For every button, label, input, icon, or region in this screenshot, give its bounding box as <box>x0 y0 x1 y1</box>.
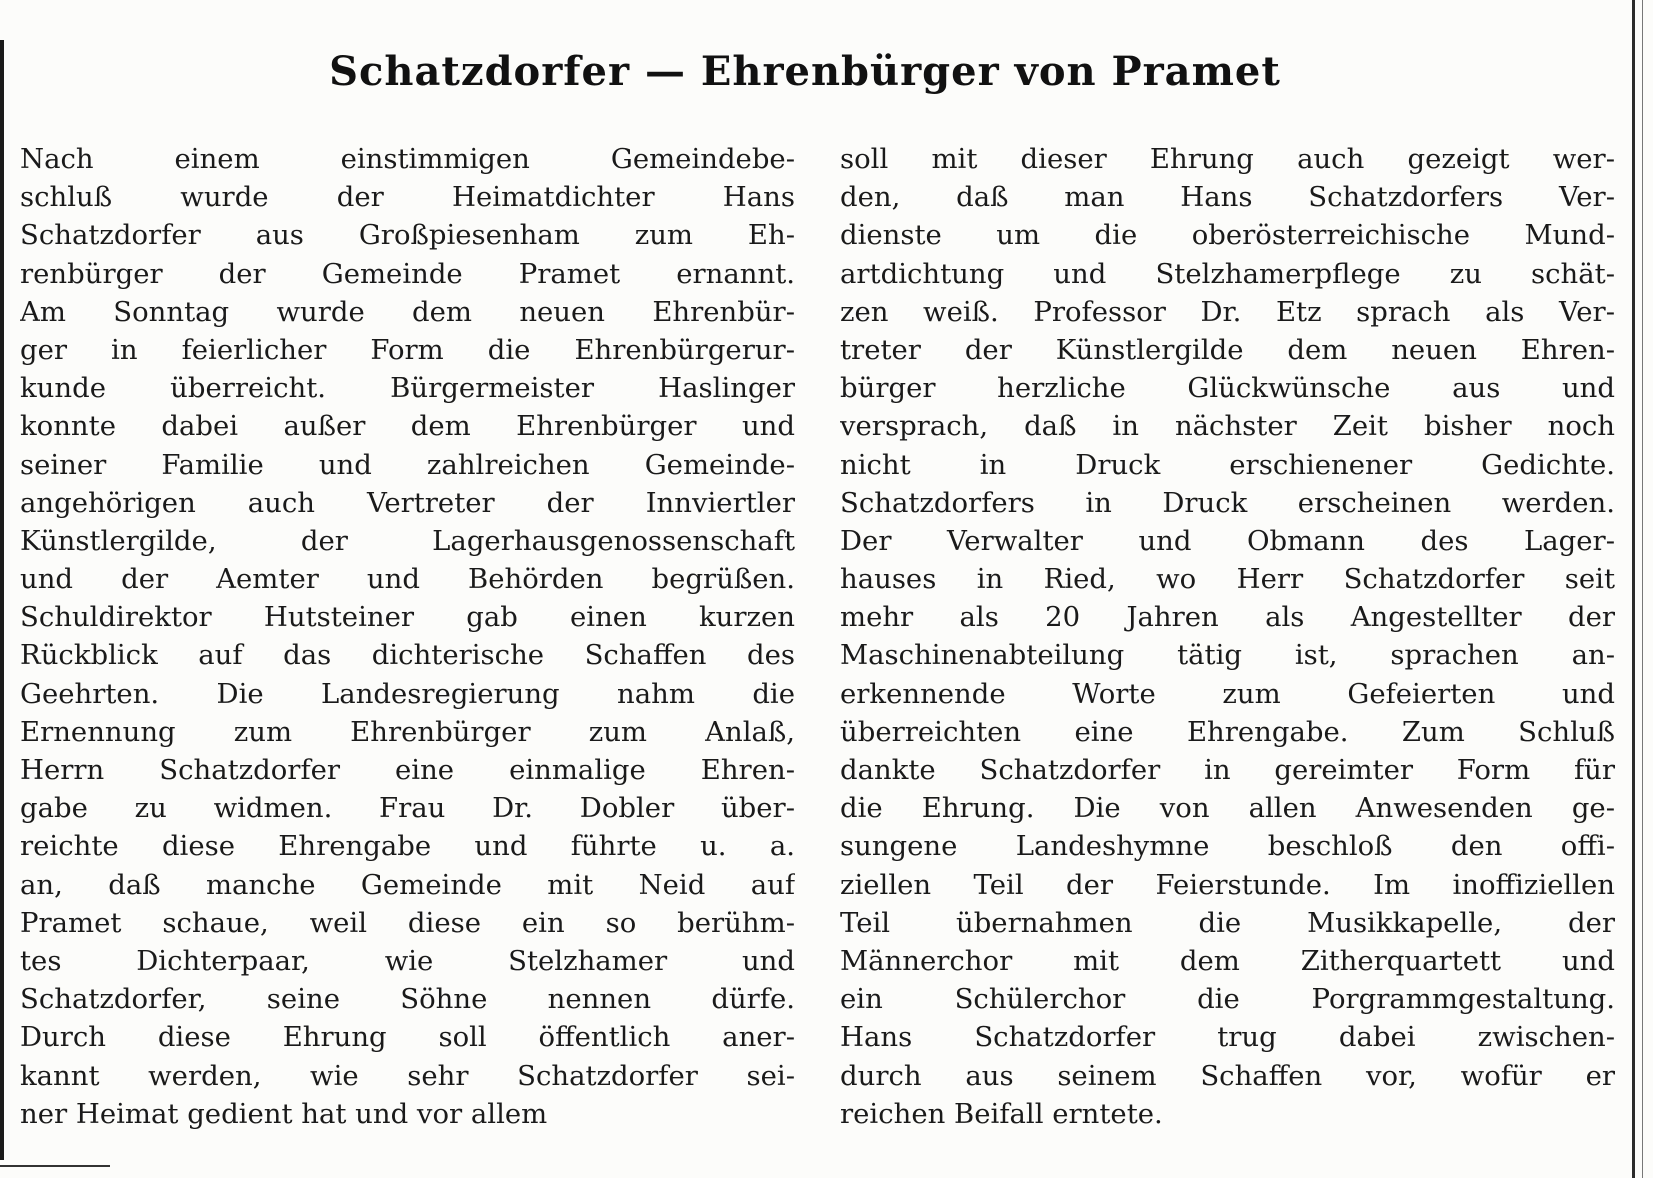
article-left-column <box>20 140 795 1133</box>
article-text-line: Maschinenabteilung tätig ist, sprachen an- <box>840 639 1615 672</box>
article-text-line: Nach einem einstimmigen Gemeindebe- <box>20 143 795 175</box>
article-text-line: Männerchor mit dem Zitherquartett und <box>840 944 1615 977</box>
article-text-line: artdichtung und Stelzhamerpflege zu schät- <box>840 257 1615 290</box>
article-text-line: ein Schülerchor die Porgrammgestaltung. <box>840 983 1615 1016</box>
article-text-line: Künstlergilde, der Lagerhausgenossenschaft <box>20 524 795 557</box>
article-text-line: tes Dichterpaar, wie Stelzhamer und <box>20 944 795 977</box>
article-text-line: Pramet schaue, weil diese ein so berühm- <box>20 906 795 939</box>
article-text-line: ner Heimat gedient hat und vor allem <box>20 1097 548 1130</box>
article-text-line: ziellen Teil der Feierstunde. Im inoffiziellen <box>840 868 1615 901</box>
article-text-line: Teil übernahmen die Musikkapelle, der <box>840 906 1615 939</box>
article-text-line: versprach, daß in nächster Zeit bisher noch <box>840 410 1615 443</box>
article-text-line: kannt werden, wie sehr Schatzdorfer sei- <box>20 1059 795 1092</box>
article-text-line: Durch diese Ehrung soll öffentlich aner- <box>20 1021 795 1054</box>
article-headline: Schatzdorfer — Ehrenbürger von Pramet <box>329 48 1281 95</box>
article-text-line: Schatzdorfers in Druck erscheinen werden. <box>840 486 1615 519</box>
article-text-line: Schuldirektor Hutsteiner gab einen kurzen <box>20 601 795 634</box>
article-text-line: die Ehrung. Die von allen Anwesenden ge- <box>840 792 1615 825</box>
article-text-line: Geehrten. Die Landesregierung nahm die <box>20 677 795 710</box>
article-right-column <box>840 140 1615 1133</box>
article-text-line: hauses in Ried, wo Herr Schatzdorfer seit <box>840 563 1615 596</box>
article-text-line: Hans Schatzdorfer trug dabei zwischen- <box>840 1021 1615 1054</box>
article-text-line: dienste um die oberösterreichische Mund- <box>840 219 1615 252</box>
article-text-line: und der Aemter und Behörden begrüßen. <box>20 563 795 596</box>
article-text-line: konnte dabei außer dem Ehrenbürger und <box>20 410 795 443</box>
article-text-line: bürger herzliche Glückwünsche aus und <box>840 372 1615 405</box>
article-text-line: sungene Landeshymne beschloß den offi- <box>840 830 1615 863</box>
article-text-line: Der Verwalter und Obmann des Lager- <box>840 524 1615 557</box>
bottom-rule <box>0 1165 110 1167</box>
clipping-left-edge <box>0 40 4 1160</box>
article-text-line: reichte diese Ehrengabe und führte u. a. <box>20 830 795 863</box>
article-text-line: Rückblick auf das dichterische Schaffen des <box>20 639 795 672</box>
article-text-line: nicht in Druck erschienener Gedichte. <box>840 448 1615 481</box>
article-text-line: kunde überreicht. Bürgermeister Haslinger <box>20 372 795 405</box>
article-text-line: den, daß man Hans Schatzdorfers Ver- <box>840 181 1615 214</box>
article-text-line: schluß wurde der Heimatdichter Hans <box>20 181 795 214</box>
article-text-line: Ernennung zum Ehrenbürger zum Anlaß, <box>20 715 795 748</box>
article-text-line: renbürger der Gemeinde Pramet ernannt. <box>20 257 795 290</box>
article-text-line: durch aus seinem Schaffen vor, wofür er <box>840 1059 1615 1092</box>
article-text-line: erkennende Worte zum Gefeierten und <box>840 677 1615 710</box>
article-text-line: ger in feierlicher Form die Ehrenbürgerur- <box>20 333 795 366</box>
article-text-line: seiner Familie und zahlreichen Gemeinde- <box>20 448 795 481</box>
article-text-line: Schatzdorfer aus Großpiesenham zum Eh- <box>20 219 795 252</box>
article-text-line: an, daß manche Gemeinde mit Neid auf <box>20 868 795 901</box>
clipping-right-edge <box>1632 0 1635 1178</box>
clipping-right-edge-shadow <box>1642 0 1643 1178</box>
article-text-line: mehr als 20 Jahren als Angestellter der <box>840 601 1615 634</box>
article-text-line: Schatzdorfer, seine Söhne nennen dürfe. <box>20 983 795 1016</box>
article-text-line: angehörigen auch Vertreter der Innviertler <box>20 486 795 519</box>
article-text-line: Am Sonntag wurde dem neuen Ehrenbür- <box>20 295 795 328</box>
article-text-line: Herrn Schatzdorfer eine einmalige Ehren- <box>20 754 795 786</box>
article-text-line: reichen Beifall erntete. <box>840 1097 1163 1130</box>
article-text-line: dankte Schatzdorfer in gereimter Form für <box>840 754 1615 786</box>
article-text-line: zen weiß. Professor Dr. Etz sprach als Ver- <box>840 295 1615 328</box>
article-text-line: überreichten eine Ehrengabe. Zum Schluß <box>840 715 1615 748</box>
article-text-line: soll mit dieser Ehrung auch gezeigt wer- <box>840 143 1615 175</box>
article-text-line: treter der Künstlergilde dem neuen Ehren- <box>840 333 1615 366</box>
article-text-line: gabe zu widmen. Frau Dr. Dobler über- <box>20 792 795 825</box>
